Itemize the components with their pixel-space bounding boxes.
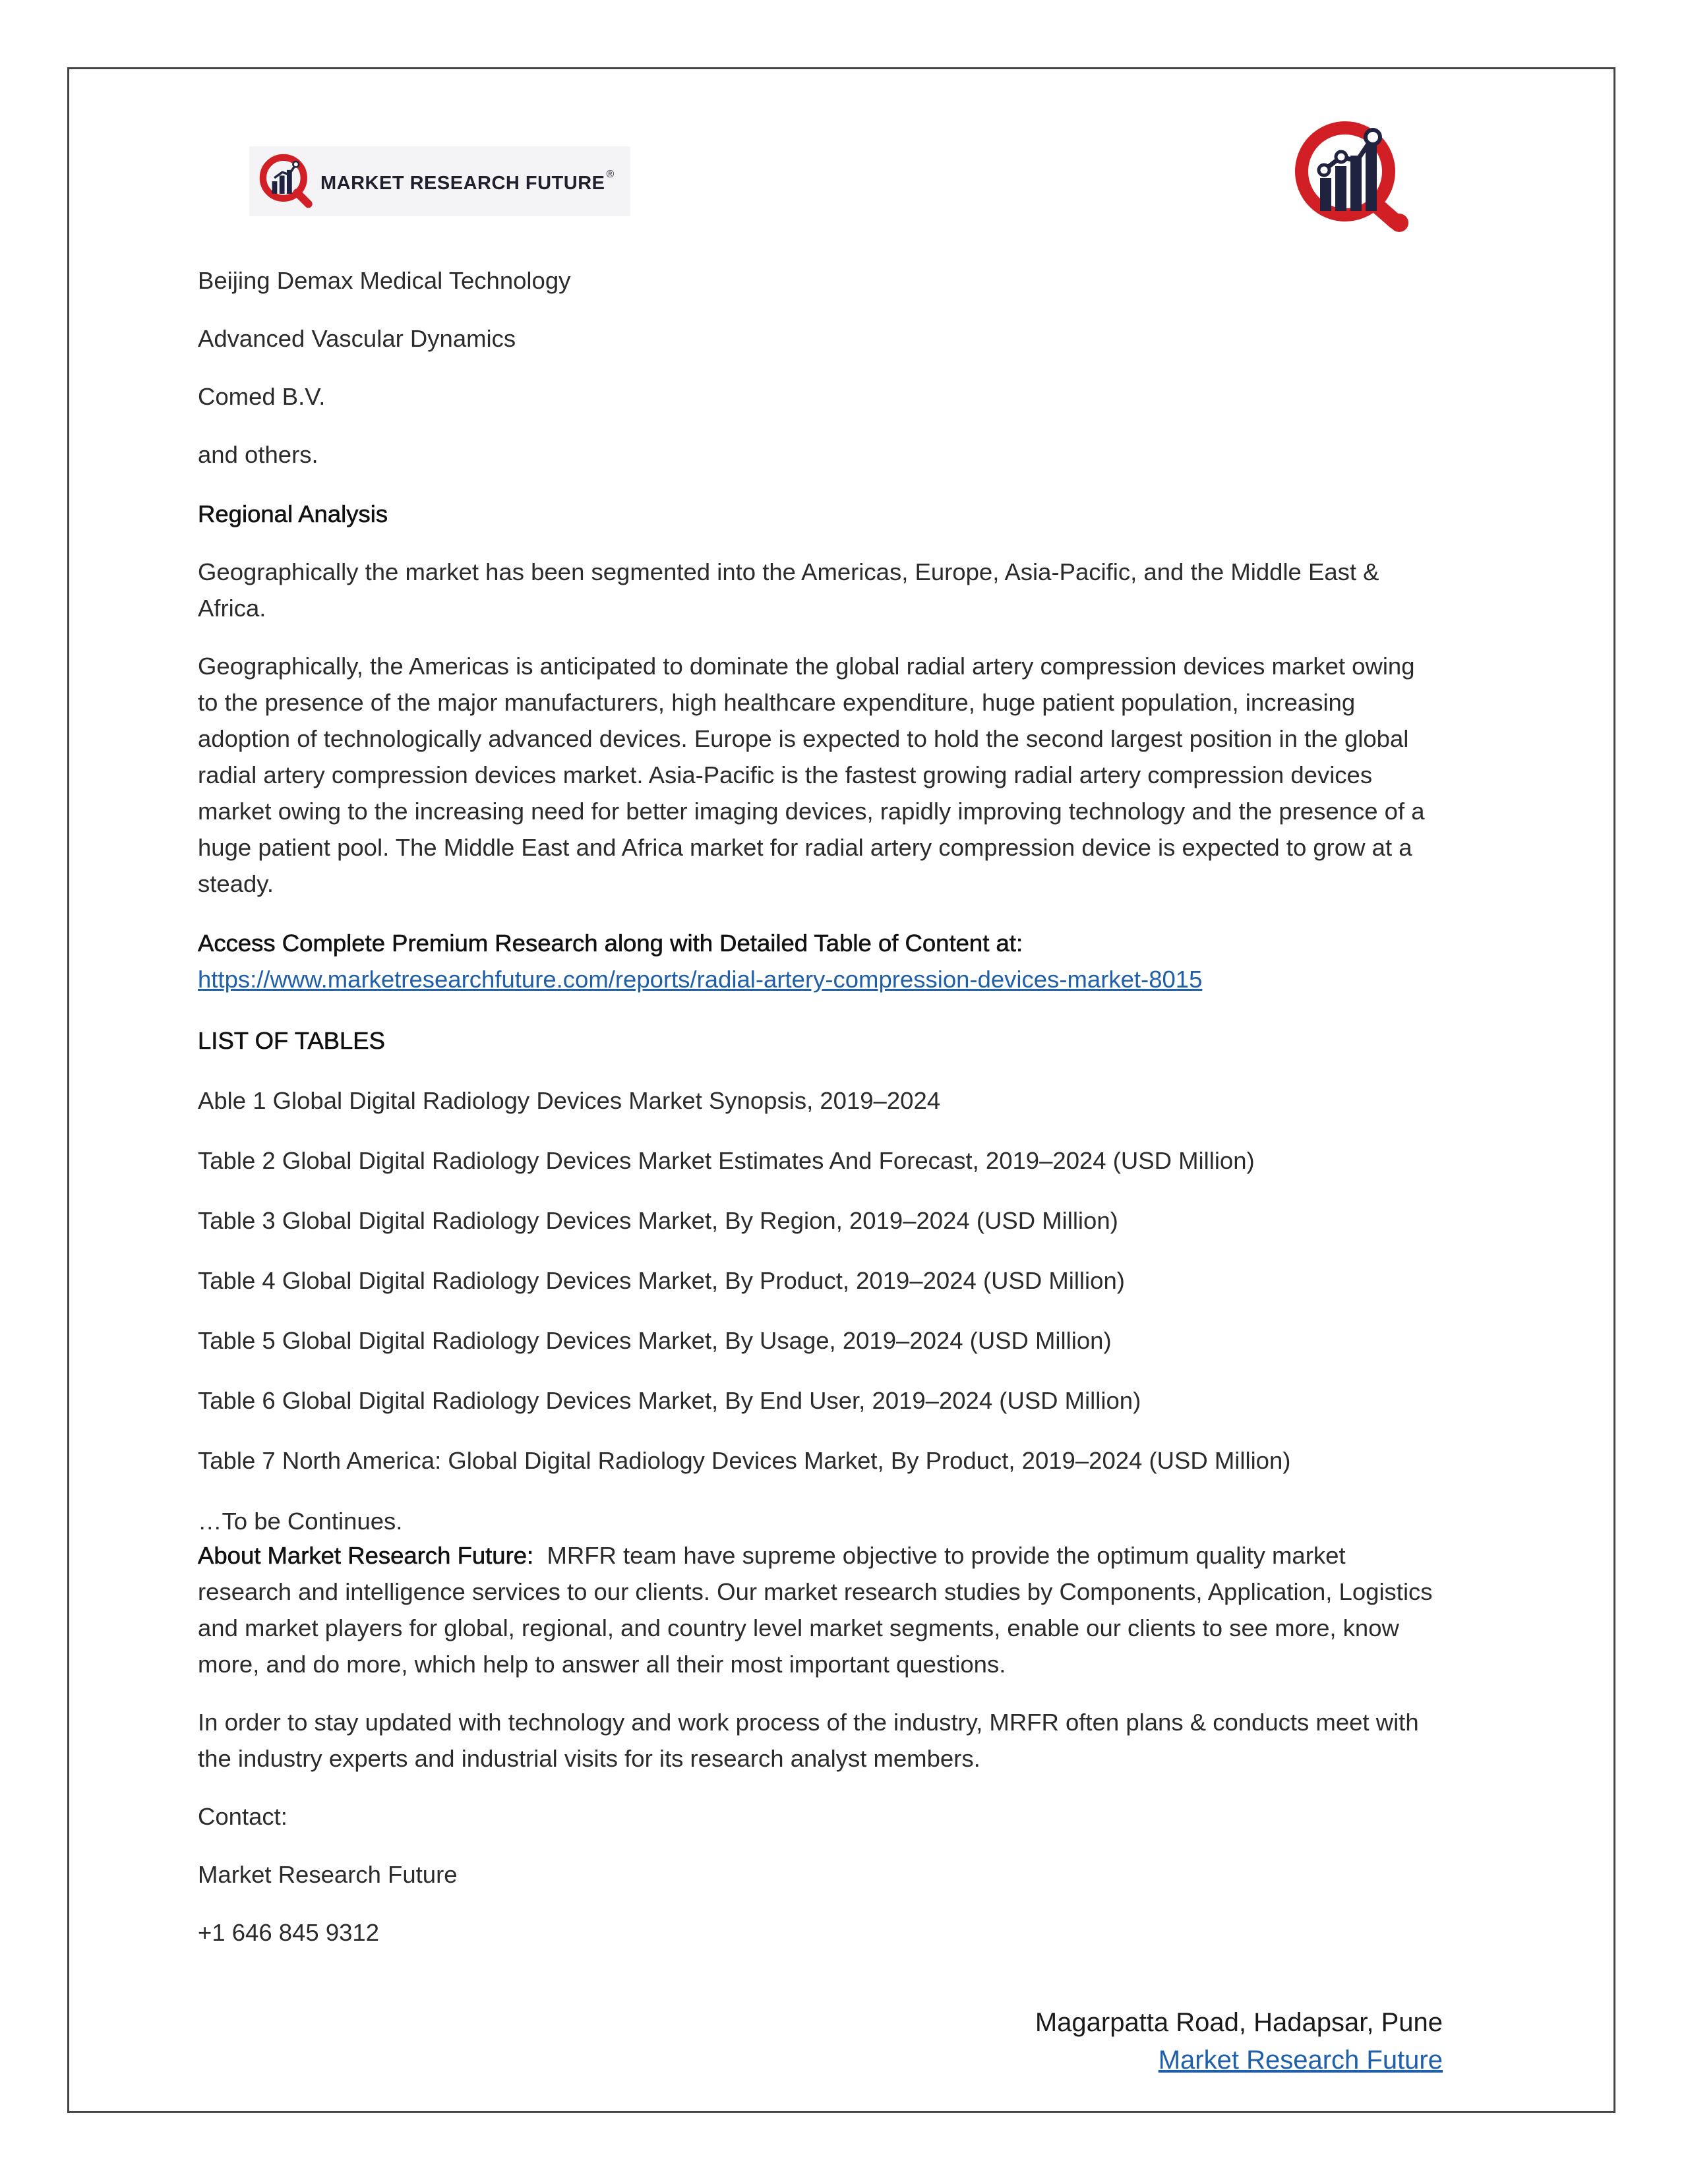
footer-address: Magarpatta Road, Hadapsar, Pune — [1035, 2008, 1443, 2037]
about-text: MRFR team have supreme objective to provide the optimum quality market — [533, 1542, 1346, 1569]
brand-logo — [249, 146, 630, 216]
paragraph-line: Geographically, the Americas is anticipated to dominate the global radial artery compression devices market owing — [198, 653, 1415, 680]
mrf-logo-icon — [258, 153, 315, 210]
paragraph-line: radial artery compression devices market. Asia-Pacific is the fastest growing radial artery compression devices — [198, 761, 1373, 788]
company-item: Comed B.V. — [198, 383, 326, 410]
section-heading-tables: LIST OF TABLES — [198, 1027, 385, 1054]
paragraph-line: to the presence of the major manufacturers, high healthcare expenditure, huge patient population, increasing — [198, 689, 1356, 716]
section-heading-regional: Regional Analysis — [198, 500, 388, 527]
company-item: Beijing Demax Medical Technology — [198, 267, 571, 294]
paragraph-line: research and intelligence services to our clients. Our market research studies by Components, Application, Logistics — [198, 1578, 1433, 1605]
paragraph-line: market owing to the increasing need for better imaging devices, rapidly improving technology and the presence of a — [198, 798, 1425, 825]
table-list-item: Table 6 Global Digital Radiology Devices Market, By End User, 2019–2024 (USD Million) — [198, 1387, 1141, 1414]
paragraph-line: Africa. — [198, 595, 266, 622]
table-list-item: Table 7 North America: Global Digital Radiology Devices Market, By Product, 2019–2024 (USD Million) — [198, 1447, 1291, 1474]
paragraph-line: and market players for global, regional, and country level market segments, enable our clients to see more, know — [198, 1614, 1399, 1641]
paragraph-line: steady. — [198, 870, 274, 897]
about-first-line — [198, 1537, 1346, 1574]
table-list-item: Table 3 Global Digital Radiology Devices Market, By Region, 2019–2024 (USD Million) — [198, 1207, 1118, 1234]
table-list-item: Table 4 Global Digital Radiology Devices Market, By Product, 2019–2024 (USD Million) — [198, 1267, 1125, 1294]
about-label: About Market Research Future: — [198, 1542, 534, 1569]
paragraph-line: Geographically the market has been segmented into the Americas, Europe, Asia-Pacific, and the Middle East & — [198, 558, 1379, 585]
table-list-item: Table 2 Global Digital Radiology Devices Market Estimates And Forecast, 2019–2024 (USD Million) — [198, 1147, 1255, 1174]
contact-company: Market Research Future — [198, 1861, 458, 1888]
contact-label: Contact: — [198, 1803, 287, 1830]
paragraph-line: adoption of technologically advanced devices. Europe is expected to hold the second largest position in the global — [198, 725, 1409, 752]
brand-logo-large — [1291, 117, 1416, 236]
table-list-item: Able 1 Global Digital Radiology Devices Market Synopsis, 2019–2024 — [198, 1087, 941, 1114]
mrf-chart-magnifier-icon — [1291, 117, 1416, 236]
company-item: Advanced Vascular Dynamics — [198, 325, 516, 352]
report-url-link[interactable]: https://www.marketresearchfuture.com/reports/radial-artery-compression-devices-market-8015 — [198, 966, 1203, 993]
paragraph-line: huge patient pool. The Middle East and Africa market for radial artery compression device is expected to grow at a — [198, 834, 1412, 861]
footer-link[interactable]: Market Research Future — [1158, 2046, 1443, 2075]
paragraph-line: more, and do more, which help to answer all their most important questions. — [198, 1651, 1006, 1678]
access-label: Access Complete Premium Research along with Detailed Table of Content at: — [198, 930, 1023, 957]
continues-note: …To be Continues. — [198, 1508, 403, 1535]
logo-wordmark: MARKET RESEARCH FUTURE ® — [320, 168, 615, 194]
company-item: and others. — [198, 441, 318, 468]
paragraph-line: the industry experts and industrial visits for its research analyst members. — [198, 1745, 980, 1772]
table-list-item: Table 5 Global Digital Radiology Devices Market, By Usage, 2019–2024 (USD Million) — [198, 1327, 1112, 1354]
paragraph-line: In order to stay updated with technology and work process of the industry, MRFR often plans & conducts meet with — [198, 1709, 1419, 1736]
contact-phone: +1 646 845 9312 — [198, 1919, 380, 1946]
